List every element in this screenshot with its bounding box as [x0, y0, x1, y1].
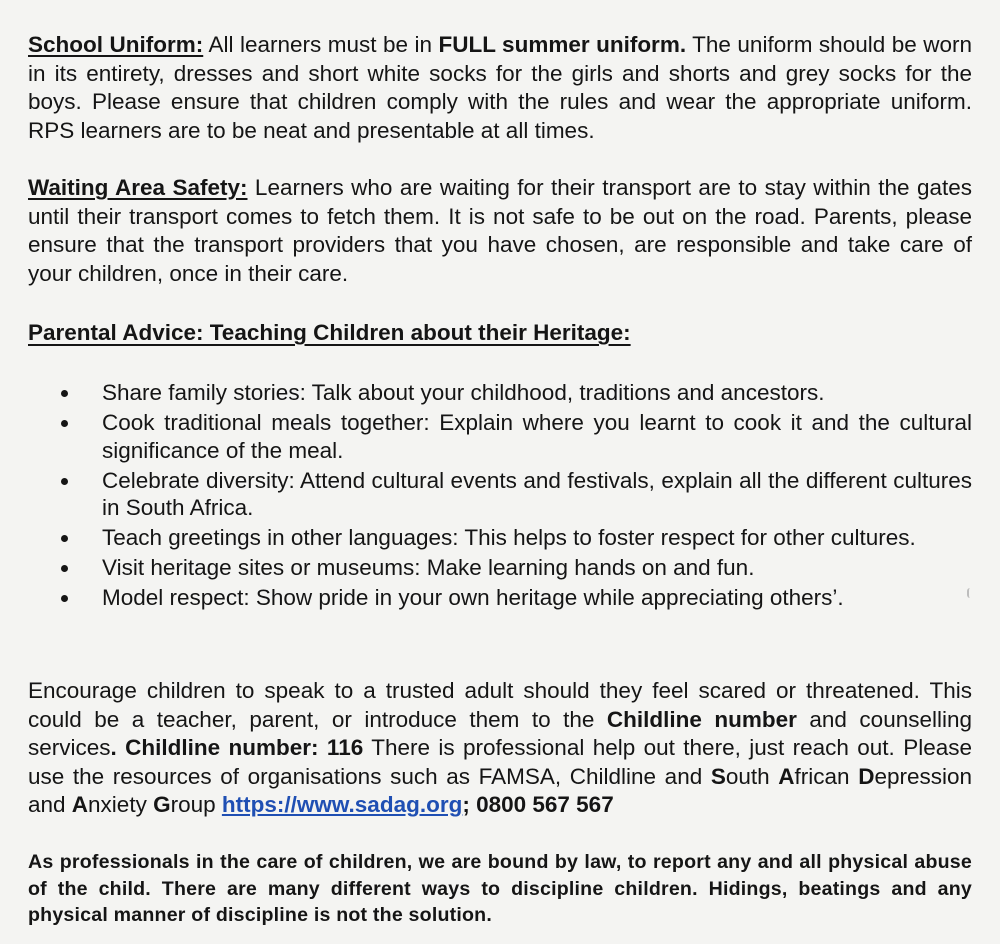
list-item: [28, 467, 972, 522]
final-notice-section: [28, 849, 972, 929]
encourage-paragraph: [28, 677, 972, 820]
encourage-text-1: Encourage children to speak to a trusted adult should they feel scared or threatened. This could be a teacher, parent, or introduce them to the: [28, 678, 972, 732]
encourage-text-2: and counselling services: [28, 706, 973, 761]
bullet-icon: [61, 535, 68, 542]
uniform-text-1: All learners must be in: [203, 32, 439, 57]
bullet-icon: [61, 595, 68, 602]
list-item: [28, 554, 972, 582]
list-item-text: Model respect: Show pride in your own heritage while appreciating others’.: [102, 585, 844, 611]
list-item-text: Share family stories: Talk about your childhood, traditions and ancestors.: [102, 380, 825, 405]
list-item-text: Visit heritage sites or museums: Make learning hands on and fun.: [102, 555, 755, 581]
acronym-letter: A: [71, 792, 89, 818]
bullet-icon: [61, 420, 68, 427]
waiting-area-heading: Waiting Area Safety:: [28, 175, 248, 200]
school-uniform-section: [28, 31, 972, 145]
acronym-word: frican: [794, 763, 859, 789]
childline-number-text: . Childline number: 116: [110, 735, 364, 761]
parental-advice-section: [28, 320, 972, 346]
parental-advice-heading: Parental Advice: Teaching Children about their Heritage:: [28, 320, 631, 345]
uniform-bold-text: FULL summer uniform.: [438, 32, 687, 57]
encourage-text-3: There is professional help out there, just reach out. Please use the resources of organisations such as FAMSA, Childline and: [28, 735, 972, 789]
bullet-icon: [61, 565, 68, 572]
list-item-text: Celebrate diversity: Attend cultural events and festivals, explain all the different cultures in South Africa.: [102, 467, 972, 521]
school-uniform-heading: School Uniform:: [28, 32, 204, 57]
list-item: [28, 379, 972, 407]
acronym-word: outh: [725, 763, 779, 789]
acronym-letter: D: [858, 763, 875, 789]
heritage-bullet-list: [28, 379, 972, 615]
waiting-area-paragraph: [28, 174, 972, 288]
final-notice-text: As professionals in the care of children, we are bound by law, to report any and all physical abuse of the child. There are many different ways to discipline children. Hidings, beatings and any physical manner of discipline is not the solution.: [28, 851, 972, 927]
waiting-area-section: [28, 174, 972, 288]
list-item: [28, 409, 972, 464]
scan-mark: [967, 588, 973, 598]
acronym-word: nxiety: [88, 792, 154, 818]
waiting-area-text: Learners who are waiting for their transport are to stay within the gates until their transport comes to fetch them. It is not safe to be out on the road. Parents, please ensure that the transport providers that you have chosen, are responsible and take care of your children, once in their care.: [28, 175, 972, 286]
sadag-phone-number: ; 0800 567 567: [462, 792, 614, 818]
acronym-letter: S: [710, 763, 726, 789]
list-item-text: Cook traditional meals together: Explain where you learnt to cook it and the cultural significance of the meal.: [102, 410, 972, 463]
childline-bold-text: Childline number: [606, 706, 797, 732]
acronym-letter: A: [778, 763, 795, 789]
encourage-section: [28, 677, 972, 820]
acronym-word: epression and: [28, 763, 972, 818]
list-item: [28, 524, 972, 552]
sadag-link[interactable]: https://www.sadag.org: [221, 792, 463, 818]
bullet-icon: [61, 390, 68, 397]
list-item-text: Teach greetings in other languages: This helps to foster respect for other cultures.: [102, 525, 916, 551]
school-uniform-paragraph: [28, 31, 972, 145]
list-item: [28, 584, 972, 612]
bullet-icon: [61, 478, 68, 485]
acronym-word: roup: [170, 792, 222, 818]
acronym-letter: G: [153, 792, 171, 818]
uniform-text-2: The uniform should be worn in its entirety, dresses and short white socks for the girls and shorts and grey socks for the boys. Please ensure that children comply with the rules and wear the appropriate uniform. RPS learners are to be neat and presentable at all times.: [28, 32, 972, 143]
